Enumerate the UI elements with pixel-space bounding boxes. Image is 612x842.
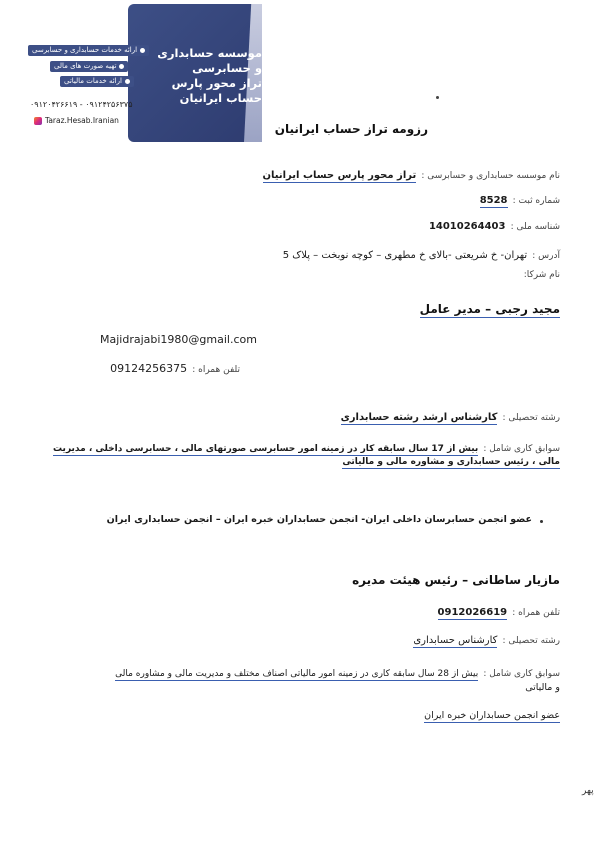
registration-line [480,188,560,207]
card-title-line: موسسه حسابداری [157,46,262,60]
resume-title: رزومه تراز حساب ایرانیان [274,122,428,136]
service-pill-label: ارائه خدمات مالیاتی [64,77,122,85]
partner2-field-value: کارشناس حسابداری [413,635,498,646]
card-title-line: تراز محور پارس [171,76,262,90]
card-title-line: و حسابرسی [192,61,262,75]
service-pill [60,76,134,87]
national-id-label: شناسه ملی : [510,222,560,232]
bullet-dot-icon [119,64,124,69]
partner2-phone: 0912026619 [437,607,508,618]
scan-mark [436,96,439,99]
partner1-experience-label: سوابق کاری شامل : [483,444,560,454]
partner2-field-line [413,628,560,647]
registration-value: 8528 [479,195,508,206]
bullet-dot-icon [140,48,145,53]
address-value: تهران- خ شریعتی -بالای خ مطهری – کوچه نوبخت – پلاک 5 [282,250,528,261]
company-name-label: نام موسسه حسابداری و حسابرسی : [421,171,560,181]
partner1-field-line [341,405,560,424]
partner1-field-label: رشته تحصیلی : [502,413,560,423]
partner1-membership: عضو انجمن حسابرسان داخلی ایران- انجمن حسابداران خبره ایران – انجمن حسابداری ایران [106,514,532,525]
partner2-phone-line [438,600,560,619]
instagram-row [34,116,119,125]
bullet-dot-icon [540,520,543,523]
partner1-heading: مجید رجبی – مدیر عامل [419,302,560,316]
national-id-value: 14010264403 [428,221,506,232]
partner1-field-value: کارشناس ارشد رشته حسابداری [340,412,498,423]
address-label: آدرس : [532,251,560,261]
partner2-experience-text-cont: و مالیاتی [525,682,560,693]
company-name-line [263,163,561,182]
signature: پهر [582,786,594,796]
partner2-experience-text: بیش از 28 سال سابقه کاری در زمینه امور مالیاتی اصناف مختلف و مدیریت مالی و مشاوره مالی [115,669,479,679]
partner1-phone-label: تلفن همراه : [192,365,240,375]
bullet-dot-icon [125,79,130,84]
registration-label: شماره ثبت : [512,196,560,206]
card-title-line: حساب ایرانیان [179,91,262,105]
partner1-experience-line [53,436,560,455]
service-pill-label: تهیه صورت های مالی [54,62,117,70]
service-pill-label: ارائه خدمات حسابداری و حسابرسی [32,46,138,54]
partner2-membership: عضو انجمن حسابداران خبره ایران [424,710,560,721]
instagram-handle: Taraz.Hesab.Iranian [45,116,119,125]
partner2-experience-label: سوابق کاری شامل : [483,669,560,679]
partner1-experience-text-cont: مالی ، رئیس حسابداری و مشاوره مالی و مالیاتی [342,457,560,467]
partner2-heading: مازیار ساطانی – رئیس هیئت مدیره [352,573,560,587]
partner1-phone: 09124256375 [110,362,188,375]
card-title [132,46,262,106]
company-name-value: تراز محور پارس حساب ایرانیان [262,170,417,181]
partner1-experience-text: بیش از 17 سال سابقه کار در زمینه امور حسابرسی صورتهای مالی ، حسابرسی داخلی ، مدیریت [53,444,479,454]
address-line [283,243,560,262]
national-id-line [429,214,560,233]
partners-label: نام شرکا: [523,270,560,280]
instagram-icon [34,117,42,125]
partner1-phone-line [110,357,240,376]
partner2-field-label: رشته تحصیلی : [502,636,560,646]
service-pill [50,61,128,72]
partner1-email: Majidrajabi1980@gmail.com [100,333,257,346]
partner2-phone-label: تلفن همراه : [512,608,560,618]
card-phones: ۰۹۱۲۴۲۵۶۳۷۵ - ۰۹۱۲۰۴۲۶۶۱۹ [30,100,133,109]
service-pill [28,45,149,56]
partner2-experience-line [115,661,560,680]
